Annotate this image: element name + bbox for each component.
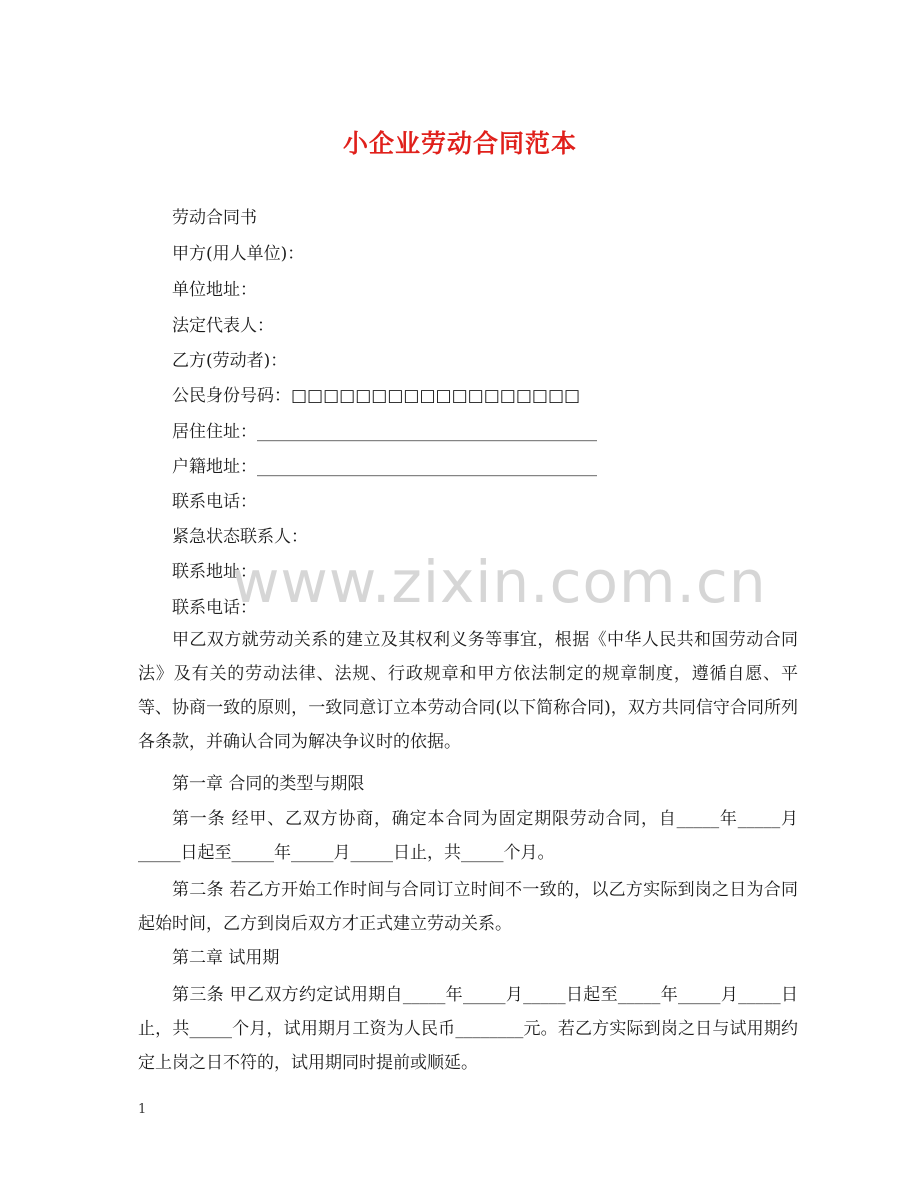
- article-2: 第二条 若乙方开始工作时间与合同订立时间不一致的，以乙方实际到岗之日为合同起始时间，乙方到岗后双方才正式建立劳动关系。: [138, 880, 798, 934]
- article-1: 第一条 经甲、乙双方协商，确定本合同为固定期限劳动合同，自_____年_____月_____日起至_____年_____月_____日止，共_____个月。: [138, 809, 798, 863]
- document-title: 小企业劳动合同范本: [342, 129, 577, 158]
- article-3: 第三条 甲乙双方约定试用期自_____年_____月_____日起至_____年_____月_____日止，共_____个月，试用期月工资为人民币________元。若乙方实际到岗之日与试用期约定上岗之日不符的，试用期同时提前或顺延。: [138, 985, 798, 1073]
- chapter-1-heading: 第一章 合同的类型与期限: [172, 774, 365, 794]
- party-a-field: 甲方(用人单位)：: [172, 244, 305, 264]
- employer-address-field: 单位地址：: [172, 280, 257, 300]
- contact-phone-field: 联系电话：: [172, 598, 257, 618]
- emergency-contact-field: 紧急状态联系人：: [172, 527, 308, 547]
- id-number-field: 公民身份号码：□□□□□□□□□□□□□□□□□□: [172, 386, 581, 406]
- residence-address-field: 居住住址：________________________________________: [172, 422, 597, 442]
- contact-address-field: 联系地址：: [172, 562, 257, 582]
- legal-representative-field: 法定代表人：: [172, 316, 274, 336]
- phone-field: 联系电话：: [172, 492, 257, 512]
- contract-heading: 劳动合同书: [172, 208, 257, 228]
- page-number: 1: [138, 1102, 147, 1117]
- chapter-2-heading: 第二章 试用期: [172, 948, 280, 968]
- watermark: www.zixin.com.cn: [232, 548, 767, 616]
- party-b-field: 乙方(劳动者)：: [172, 351, 288, 371]
- household-address-field: 户籍地址：________________________________________: [172, 457, 597, 477]
- preamble-paragraph: 甲乙双方就劳动关系的建立及其权利义务等事宜，根据《中华人民共和国劳动合同法》及有关的劳动法律、法规、行政规章和甲方依法制定的规章制度，遵循自愿、平等、协商一致的原则，一致同意订立本劳动合同(以下简称合同)，双方共同信守合同所列各条款，并确认合同为解决争议时的依据。: [138, 630, 798, 752]
